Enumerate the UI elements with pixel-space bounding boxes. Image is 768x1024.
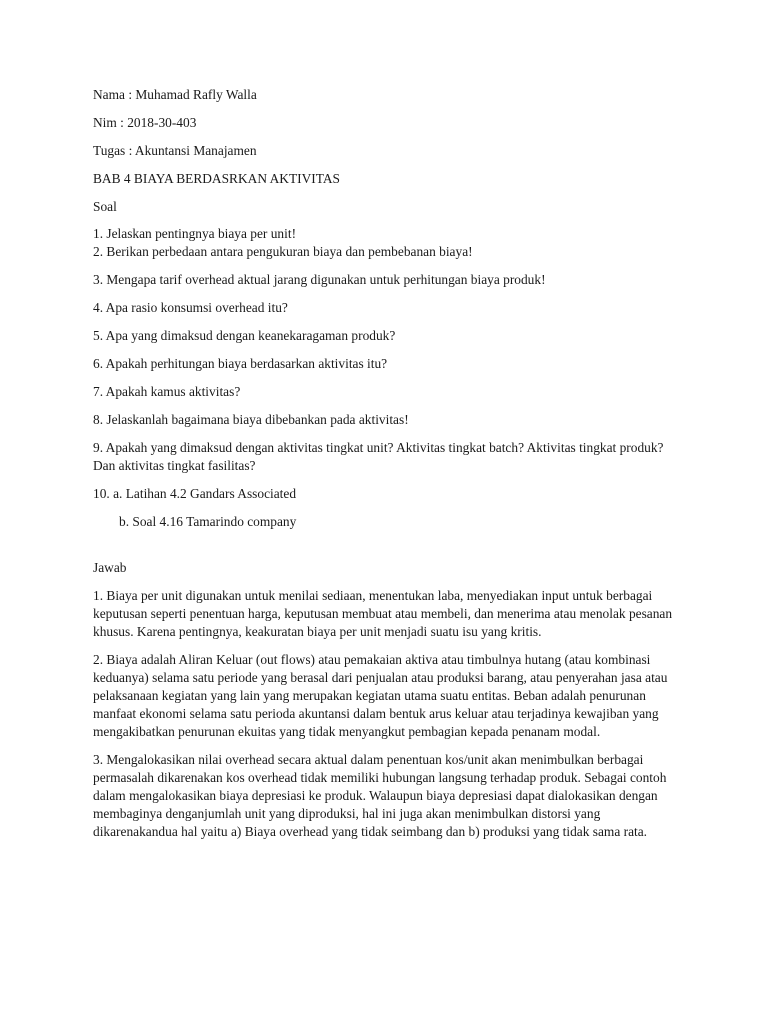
question-5: 5. Apa yang dimaksud dengan keanekaragaman produk? bbox=[93, 328, 396, 343]
student-nim: Nim : 2018-30-403 bbox=[93, 115, 197, 130]
question-1: 1. Jelaskan pentingnya biaya per unit! bbox=[93, 226, 297, 241]
questions-heading: Soal bbox=[93, 199, 117, 214]
question-10b: b. Soal 4.16 Tamarindo company bbox=[119, 514, 297, 529]
assignment-course: Tugas : Akuntansi Manajamen bbox=[93, 143, 257, 158]
question-3: 3. Mengapa tarif overhead aktual jarang digunakan untuk perhitungan biaya produk! bbox=[93, 272, 546, 287]
question-6: 6. Apakah perhitungan biaya berdasarkan aktivitas itu? bbox=[93, 356, 388, 371]
answer-3: 3. Mengalokasikan nilai overhead secara aktual dalam penentuan kos/unit akan menimbulkan berbagai permasalah dikarenakan kos overhead tidak memiliki hubungan langsung terhadap produk. Sebagai contoh dalam mengalokasikan biaya depresiasi ke produk. Walaupun biaya depresiasi dapat dialokasikan dengan membaginya denganjumlah unit yang diproduksi, hal ini juga akan menimbulkan distorsi yang dikarenakandua hal yaitu a) Biaya overhead yang tidak seimbang dan b) produksi yang tidak sama rata. bbox=[93, 752, 667, 839]
answer-2: 2. Biaya adalah Aliran Keluar (out flows) atau pemakaian aktiva atau timbulnya hutang (atau kombinasi keduanya) selama satu periode yang berasal dari penjualan atau produksi barang, atau penyerahan jasa atau pelaksanaan kegiatan yang lain yang merupakan kegiatan utama suatu entitas. Beban adalah penurunan manfaat ekonomi selama satu perioda akuntansi dalam bentuk arus keluar atau terjadinya kewajiban yang mengakibatkan penurunan ekuitas yang tidak menyangkut pembagian kepada penanam modal. bbox=[93, 652, 668, 739]
document-body bbox=[93, 86, 683, 841]
question-7: 7. Apakah kamus aktivitas? bbox=[93, 384, 241, 399]
question-8: 8. Jelaskanlah bagaimana biaya dibebankan pada aktivitas! bbox=[93, 412, 409, 427]
question-9: 9. Apakah yang dimaksud dengan aktivitas tingkat unit? Aktivitas tingkat batch? Aktivitas tingkat produk? Dan aktivitas tingkat fasilitas? bbox=[93, 440, 664, 473]
answers-heading: Jawab bbox=[93, 560, 127, 575]
question-10a: 10. a. Latihan 4.2 Gandars Associated bbox=[93, 486, 297, 501]
question-2: 2. Berikan perbedaan antara pengukuran biaya dan pembebanan biaya! bbox=[93, 244, 473, 259]
question-4: 4. Apa rasio konsumsi overhead itu? bbox=[93, 300, 288, 315]
student-name: Nama : Muhamad Rafly Walla bbox=[93, 87, 257, 102]
answer-1: 1. Biaya per unit digunakan untuk menilai sediaan, menentukan laba, menyediakan input untuk berbagai keputusan seperti penentuan harga, keputusan membuat atau membeli, dan menerima atau menolak pesanan khusus. Karena pentingnya, keakuratan biaya per unit menjadi suatu isu yang kritis. bbox=[93, 588, 673, 639]
chapter-title: BAB 4 BIAYA BERDASRKAN AKTIVITAS bbox=[93, 171, 340, 186]
